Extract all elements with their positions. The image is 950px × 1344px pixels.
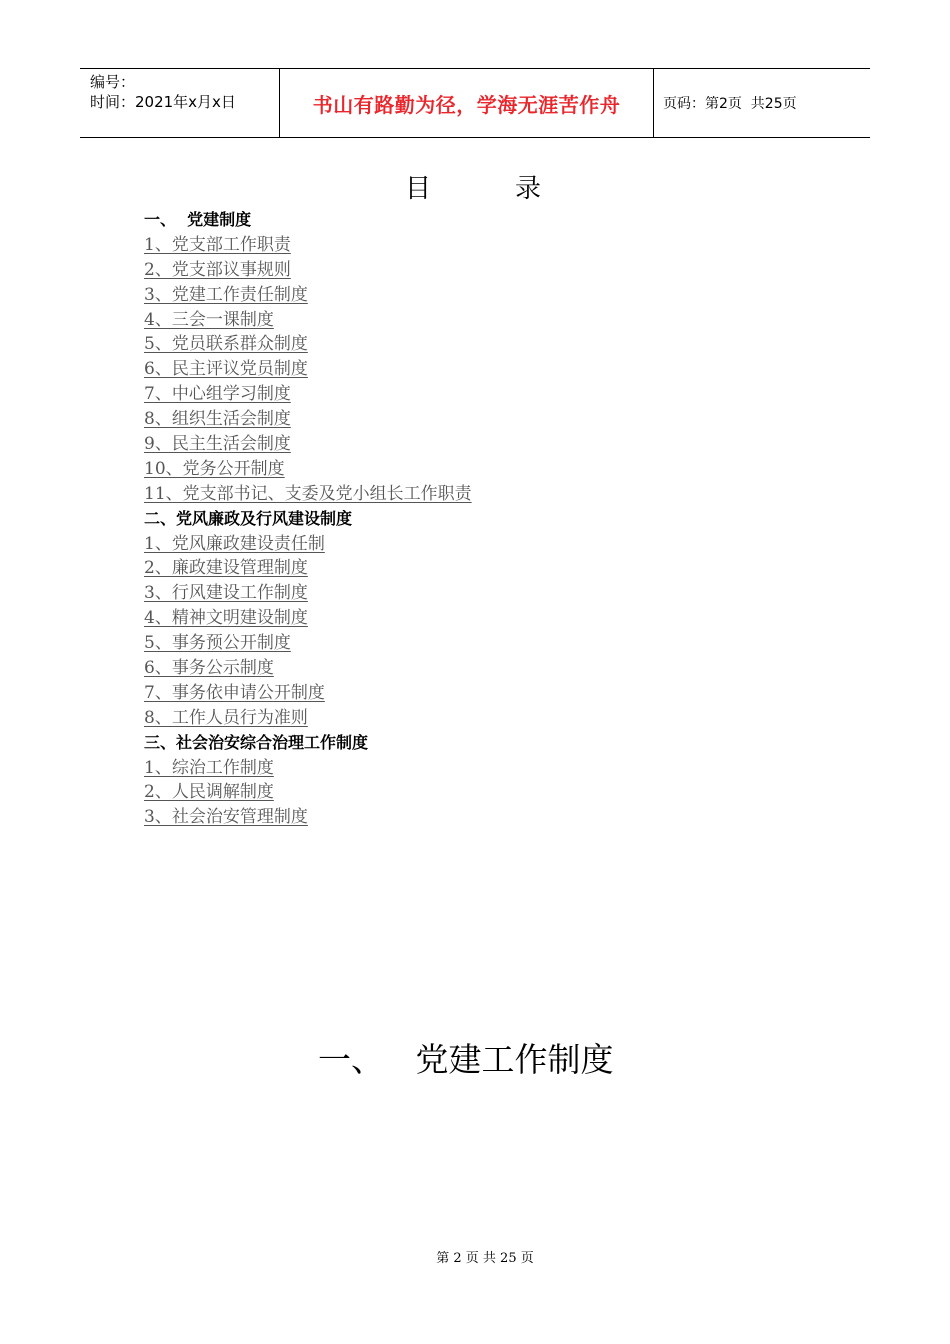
toc-entry[interactable] [144, 283, 744, 308]
toc-entry-link[interactable]: 4、三会一课制度 [144, 309, 274, 330]
toc-entry[interactable] [144, 332, 744, 357]
toc-entry-link[interactable]: 1、综治工作制度 [144, 757, 274, 778]
toc-entry[interactable] [144, 681, 744, 706]
toc-section-heading [144, 507, 744, 532]
header-meta-cell [80, 69, 280, 137]
toc-entry[interactable] [144, 457, 744, 482]
toc-entry[interactable] [144, 532, 744, 557]
toc-entry[interactable] [144, 233, 744, 258]
toc-entry[interactable] [144, 780, 744, 805]
header-page-cell [654, 69, 870, 137]
toc-entry[interactable] [144, 606, 744, 631]
toc-entry-link[interactable]: 4、精神文明建设制度 [144, 608, 308, 629]
toc-entry[interactable] [144, 382, 744, 407]
toc-entry[interactable] [144, 631, 744, 656]
toc-entry-link[interactable]: 3、社会治安管理制度 [144, 807, 308, 828]
toc-entry-link[interactable]: 2、人民调解制度 [144, 782, 274, 803]
toc-entry-link[interactable]: 8、组织生活会制度 [144, 409, 291, 430]
toc-entry-link[interactable]: 2、党支部议事规则 [144, 259, 291, 280]
header-motto: 书山有路勤为径，学海无涯苦作舟 [312, 92, 621, 117]
toc-entry-link[interactable]: 1、党风廉政建设责任制 [144, 533, 325, 554]
toc-entry[interactable] [144, 482, 744, 507]
toc-entry[interactable] [144, 308, 744, 333]
page-footer: 第 2 页 共 25 页 [436, 1251, 534, 1266]
toc-entry-link[interactable]: 7、中心组学习制度 [144, 384, 291, 405]
toc-section-heading [144, 731, 744, 756]
toc-entry[interactable] [144, 805, 744, 830]
toc-entry[interactable] [144, 258, 744, 283]
toc-entry[interactable] [144, 432, 744, 457]
toc-entry[interactable] [144, 706, 744, 731]
header-motto-cell [280, 69, 654, 137]
toc-entry[interactable] [144, 556, 744, 581]
table-of-contents [144, 208, 744, 830]
toc-entry[interactable] [144, 407, 744, 432]
toc-entry-link[interactable]: 7、事务依申请公开制度 [144, 682, 325, 703]
toc-section-heading-label: 二、党风廉政及行风建设制度 [144, 508, 353, 528]
toc-entry-link[interactable]: 5、党员联系群众制度 [144, 334, 308, 355]
page-header [80, 68, 870, 138]
toc-entry[interactable] [144, 656, 744, 681]
header-page-code: 页码：第2页 共25页 [663, 96, 797, 112]
toc-entry-link[interactable]: 2、廉政建设管理制度 [144, 558, 308, 579]
toc-entry-link[interactable]: 3、党建工作责任制度 [144, 284, 308, 305]
toc-entry-link[interactable]: 8、工作人员行为准则 [144, 707, 308, 728]
toc-entry-link[interactable]: 5、事务预公开制度 [144, 633, 291, 654]
toc-entry[interactable] [144, 581, 744, 606]
chapter-heading: 一、 党建工作制度 [318, 1040, 614, 1079]
toc-section-heading [144, 208, 744, 233]
toc-entry-link[interactable]: 11、党支部书记、支委及党小组长工作职责 [144, 483, 472, 504]
document-number-label: 编号： [90, 73, 136, 91]
toc-entry-link[interactable]: 9、民主生活会制度 [144, 434, 291, 455]
toc-section-heading-label: 三、社会治安综合治理工作制度 [144, 732, 369, 752]
toc-entry-link[interactable]: 6、事务公示制度 [144, 658, 274, 679]
document-time-label: 时间：2021年x月x日 [90, 93, 236, 111]
toc-entry-link[interactable]: 10、党务公开制度 [144, 458, 285, 479]
toc-entry[interactable] [144, 756, 744, 781]
toc-entry-link[interactable]: 1、党支部工作职责 [144, 234, 291, 255]
toc-entry[interactable] [144, 357, 744, 382]
toc-entry-link[interactable]: 3、行风建设工作制度 [144, 583, 308, 604]
toc-entry-link[interactable]: 6、民主评议党员制度 [144, 359, 308, 380]
toc-title: 目录 [405, 174, 626, 204]
toc-section-heading-label: 一、 党建制度 [144, 210, 252, 229]
